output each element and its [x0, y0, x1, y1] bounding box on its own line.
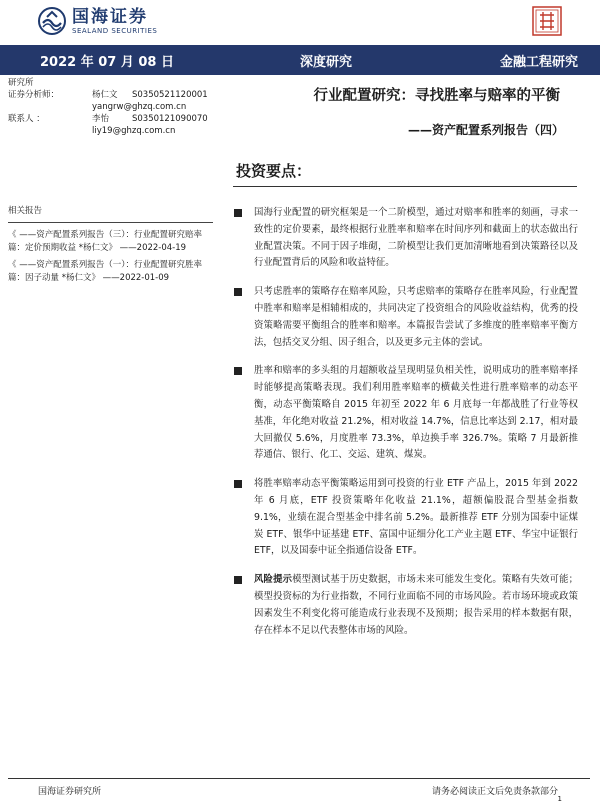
- key-point: [234, 476, 578, 560]
- analyst-email[interactable]: yangrw@ghzq.com.cn: [92, 102, 187, 112]
- related-reports: [8, 205, 213, 289]
- report-title: 行业配置研究：寻找胜率与赔率的平衡: [313, 88, 560, 104]
- section-title: 投资要点：: [236, 162, 312, 180]
- brand-name-en: SEALAND SECURITIES: [72, 26, 158, 35]
- analyst-name: 杨仁文: [92, 90, 118, 100]
- section-divider: [233, 186, 577, 187]
- seal-stamp-icon: [532, 6, 562, 36]
- key-point: [234, 363, 578, 464]
- square-bullet-icon: [234, 480, 242, 488]
- page-number: 1: [557, 795, 562, 803]
- contact-cert: S0350121090070: [132, 114, 208, 124]
- key-point-text: 只考虑胜率的策略存在赔率风险，只考虑赔率的策略存在胜率风险，行业配置中胜率和赔率是相辅相成的，共同决定了投资组合的风险收益结构，优秀的投资策略需要平衡组合的胜率和赔率。本篇报告尝试了多维度的胜率赔率平衡方法，包括交叉分组、因子组合，以及更多元主体的尝试。: [254, 286, 578, 348]
- report-type: 深度研究: [300, 54, 353, 70]
- footer-divider: [8, 778, 590, 779]
- key-points: [234, 205, 578, 639]
- key-point: [234, 284, 578, 351]
- square-bullet-icon: [234, 288, 242, 296]
- key-point-text: 国海行业配置的研究框架是一个二阶模型，通过对赔率和胜率的刻画，寻求一致性的定价要素，最终根据行业胜率和赔率在时间序列和截面上的状态做出行业配置决策。不同于因子堆砌，二阶模型让我们更加清晰地看到决策路径以及行业配置背后的风险和收益特征。: [254, 207, 578, 269]
- analyst-block: [8, 77, 233, 137]
- analyst-cert: S0350521120001: [132, 90, 208, 100]
- footer-left: 国海证券研究所: [38, 787, 102, 797]
- related-report-item[interactable]: 《 ——资产配置系列报告（三）：行业配置研究赔率篇：定价预期收益 *杨仁文》 ——2022-04-19: [8, 230, 202, 253]
- report-date: 2022 年 07 月 08 日: [40, 54, 174, 70]
- risk-label: 风险提示: [254, 574, 293, 586]
- contact-name: 李怡: [92, 114, 110, 124]
- square-bullet-icon: [234, 576, 242, 584]
- report-category: 金融工程研究: [499, 54, 578, 70]
- analyst-label: 证券分析师：: [8, 90, 60, 100]
- key-point-text: 将胜率赔率动态平衡策略运用到可投资的行业 ETF 产品上，2015 年到 2022 年 6 月底，ETF 投资策略年化收益 21.1%，超额偏股混合型基金指数 9.1%，业绩在混合型基金中排名前 5.2%。最新推荐 ETF 分别为国泰中证煤炭 ETF、银华中证基建 ETF、富国中证细分化工产业主题 ETF、华宝中证银行 ETF，以及国泰中证全指通信设备 ETF。: [254, 478, 578, 557]
- square-bullet-icon: [234, 367, 242, 375]
- footer-disclaimer: 请务必阅读正文后免责条款部分: [431, 787, 558, 797]
- risk-warning: [234, 572, 578, 639]
- header-banner: [0, 45, 600, 75]
- square-bullet-icon: [234, 209, 242, 217]
- brand-logo: [38, 7, 157, 35]
- contact-label: 联系人 ：: [8, 114, 45, 124]
- sealand-logo-icon: [38, 7, 66, 35]
- report-subtitle: ——资产配置系列报告（四）: [407, 123, 564, 137]
- key-point-text: 胜率和赔率的多头组的月超额收益呈现明显负相关性，说明成功的胜率赔率择时能够提高策略表现。我们利用胜率赔率的横截关性进行胜率赔率的动态平衡，动态平衡策略自 2015 年初至 2022 年 6 月底每一年都战胜了行业等权基准，年化绝对收益 21.2%，相对收益 14.7%，信息比率达到 2.17，相对最大回撤仅 5.6%，月度胜率 73.3%，单边换手率 326.7%。策略 7 月最新推荐通信、银行、化工、交运、建筑、煤炭。: [254, 365, 578, 461]
- institute-label: 研究所: [8, 78, 34, 88]
- contact-email[interactable]: liy19@ghzq.com.cn: [92, 126, 176, 136]
- key-point: [234, 205, 578, 272]
- related-reports-heading: 相关报告: [8, 205, 213, 223]
- brand-name-cn: 国海证券: [72, 6, 148, 27]
- related-report-item[interactable]: 《 ——资产配置系列报告（一）：行业配置研究胜率篇：因子动量 *杨仁文》 ——2022-01-09: [8, 260, 202, 283]
- risk-text: 模型测试基于历史数据，市场未来可能发生变化。策略有失效可能；模型投资标的为行业指数，不同行业面临不同的市场风险。若市场环境或政策因素发生不利变化将可能造成行业表现不及预期；报告采用的样本数据有限，存在样本不足以代表整体市场的风险。: [254, 574, 578, 636]
